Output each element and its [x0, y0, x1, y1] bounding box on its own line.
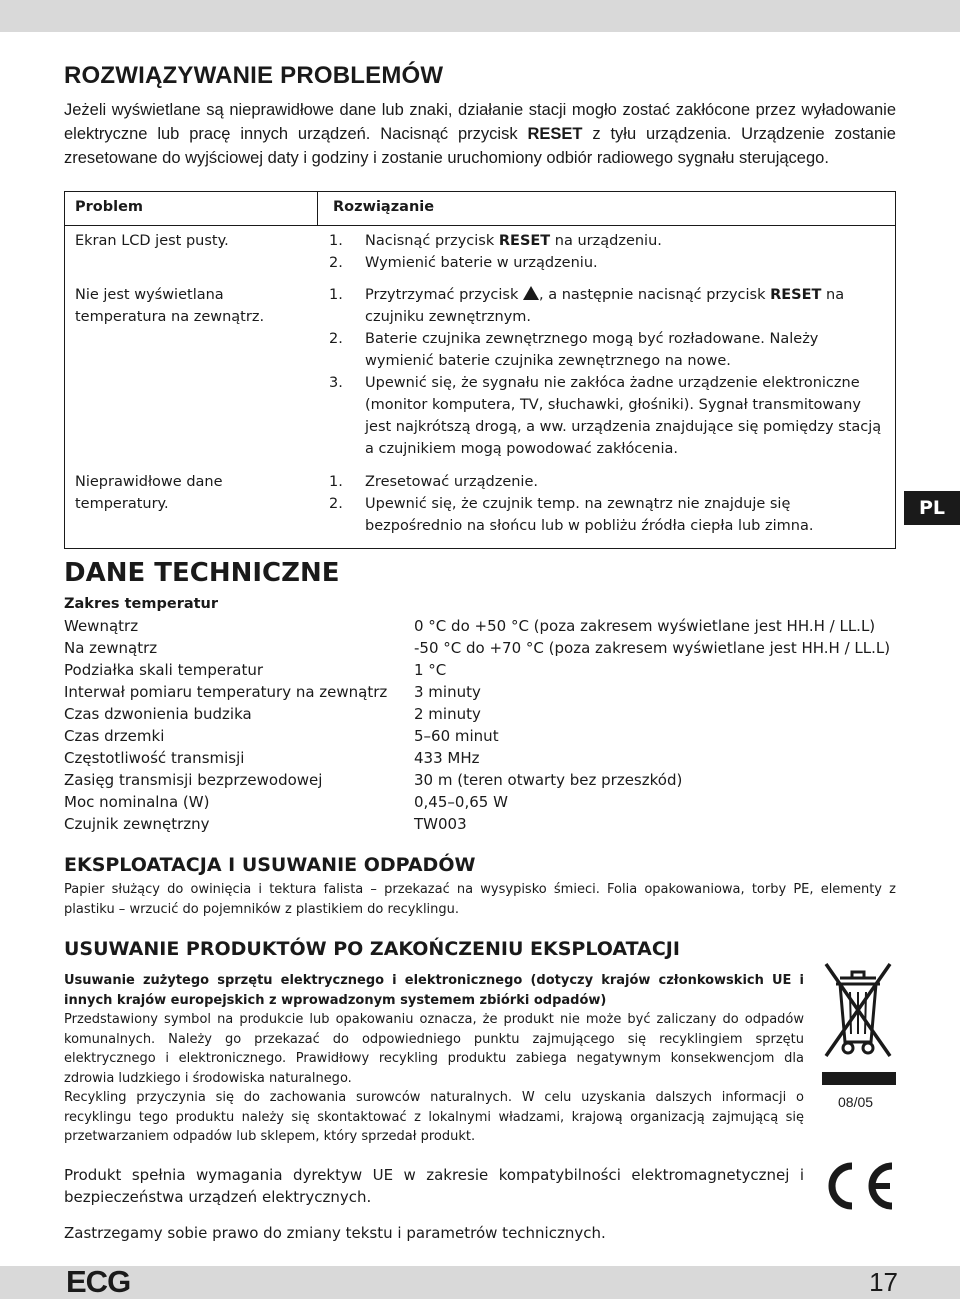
spec-label: Podziałka skali temperatur [64, 661, 264, 679]
solution-list-3 [329, 471, 889, 537]
end-of-life-body [64, 971, 804, 1147]
item-text: Przytrzymać przycisk [365, 287, 523, 303]
spec-value: 1 °C [414, 661, 447, 679]
list-item [329, 252, 889, 274]
specs-subtitle: Zakres temperatur [64, 596, 219, 612]
top-bar [0, 0, 960, 32]
troubleshooting-intro [64, 98, 896, 170]
spec-value: 30 m (teren otwarty bez przeszkód) [414, 771, 683, 789]
column-header-problem: Problem [75, 199, 144, 215]
item-text: Upewnić się, że sygnału nie zakłóca żadne urządzenie elektroniczne (monitor komputera, TV, słuchawki, głośniki). Sygnał transmitowany jest najkrótszą drogą, a ww. urządzenia znajdujące się pomiędzy stacją a czujnikiem mogą powodować zakłócenia. [365, 375, 882, 457]
spec-value: 433 MHz [414, 749, 480, 767]
list-item [329, 372, 889, 460]
troubleshooting-title: ROZWIĄZYWANIE PROBLEMÓW [64, 62, 444, 89]
item-number: 2. [329, 496, 343, 512]
spec-label: Częstotliwość transmisji [64, 749, 245, 767]
problem-no-outdoor-temp: Nie jest wyświetlana temperatura na zewnątrz. [75, 287, 265, 325]
spec-label: Czujnik zewnętrzny [64, 815, 210, 833]
item-number: 3. [329, 375, 343, 391]
item-bold: RESET [770, 287, 822, 303]
weee-bar [822, 1072, 896, 1085]
spec-label: Moc nominalna (W) [64, 793, 210, 811]
troubleshooting-table [64, 191, 896, 549]
spec-label: Czas drzemki [64, 727, 165, 745]
solution-list-2 [329, 284, 889, 460]
up-triangle-icon [523, 286, 539, 300]
page-number: 17 [869, 1267, 898, 1297]
spec-value: 3 minuty [414, 683, 481, 701]
list-item [329, 284, 889, 328]
item-text-end: na urządzeniu. [550, 233, 662, 249]
item-text: Zresetować urządzenie. [365, 474, 538, 490]
list-item [329, 230, 889, 252]
end-of-life-paragraph-2: Recykling przyczynia się do zachowania surowców naturalnych. W celu uzyskania dalszych informacji o recyklingu tego produktu należy się skontaktować z lokalnymi władzami, krajową organizacją zajmującą się przetwarzaniem odpadów lub sklepem, który sprzedał produkt. [64, 1090, 804, 1144]
disposal-title: EKSPLOATACJA I USUWANIE ODPADÓW [64, 854, 476, 876]
item-bold: RESET [498, 233, 551, 249]
spec-label: Na zewnątrz [64, 639, 158, 657]
brand-logo: ECG [66, 1264, 131, 1299]
intro-text-2: z tyłu urządzenia. Urządzenie zostanie zresetowane do wyjściowej daty i godziny i zostanie uruchomiony odbiór radiowego sygnału sterującego. [64, 125, 896, 167]
item-number: 2. [329, 331, 343, 347]
column-header-solution: Rozwiązanie [333, 199, 435, 215]
bottom-bar [0, 1266, 960, 1299]
item-number: 1. [329, 287, 343, 303]
spec-label: Zasięg transmisji bezprzewodowej [64, 771, 323, 789]
intro-text-1: Jeżeli wyświetlane są nieprawidłowe dane lub znaki, działanie stacji mogło zostać zakłócone przez wyładowanie elektryczne lub pracę innych urządzeń. Nacisnąć przycisk [64, 101, 896, 143]
spec-value: 5–60 minut [414, 727, 499, 745]
table-header-divider [317, 191, 318, 225]
end-of-life-paragraph-1: Przedstawiony symbol na produkcie lub opakowaniu oznacza, że produkt nie może być zaliczany do odpadów komunalnych. Należy go przekazać do odpowiedniego punktu zajmującego się recyklingiem sprzętu elektrycznego i elektronicznego. Prawidłowy recykling produktu zabiega negatywnym konsekwencjom dla zdrowia ludzkiego i środowiska naturalnego. [64, 1012, 804, 1086]
list-item [329, 471, 889, 493]
item-number: 2. [329, 255, 343, 271]
end-of-life-title: USUWANIE PRODUKTÓW PO ZAKOŃCZENIU EKSPLOATACJI [64, 938, 680, 960]
item-text: Upewnić się, że czujnik temp. na zewnątrz nie znajduje się bezpośrednio na słońcu lub w pobliżu źródła ciepła lub zimna. [365, 496, 814, 534]
spec-label: Wewnątrz [64, 617, 139, 635]
problem-wrong-temp: Nieprawidłowe dane temperatury. [75, 474, 223, 512]
item-text: Nacisnąć przycisk [365, 233, 499, 249]
spec-value: 2 minuty [414, 705, 481, 723]
list-item [329, 493, 889, 537]
spec-value: 0 °C do +50 °C (poza zakresem wyświetlane jest HH.H / LL.L) [414, 617, 876, 635]
item-text-mid: , a następnie nacisnąć przycisk [539, 287, 771, 303]
intro-reset-label: RESET [527, 125, 583, 143]
spec-label: Czas dzwonienia budzika [64, 705, 252, 723]
item-text: Baterie czujnika zewnętrznego mogą być rozładowane. Należy wymienić baterie czujnika zewnętrznego na nowe. [365, 331, 819, 369]
spec-value: 0,45–0,65 W [414, 793, 508, 811]
spec-value: TW003 [414, 815, 467, 833]
solution-list-1 [329, 230, 889, 274]
reserve-text: Zastrzegamy sobie prawo do zmiany tekstu i parametrów technicznych. [64, 1224, 606, 1242]
spec-value: -50 °C do +70 °C (poza zakresem wyświetlane jest HH.H / LL.L) [414, 639, 891, 657]
item-text: Wymienić baterie w urządzeniu. [365, 255, 598, 271]
weee-crossed-bin-icon [820, 960, 896, 1060]
end-of-life-bold-intro: Usuwanie zużytego sprzętu elektrycznego i elektronicznego (dotyczy krajów członkowskich UE i innych krajów europejskich z wprowadzonym systemem zbiórki odpadów) [64, 973, 804, 1008]
item-number: 1. [329, 474, 343, 490]
ce-mark-icon [820, 1160, 896, 1212]
weee-date: 08/05 [838, 1094, 874, 1110]
item-text-end: na czujniku zewnętrznym. [365, 287, 845, 325]
problem-lcd-blank: Ekran LCD jest pusty. [75, 233, 229, 249]
item-number: 1. [329, 233, 343, 249]
spec-label: Interwał pomiaru temperatury na zewnątrz [64, 683, 388, 701]
table-header-rule [64, 225, 896, 226]
list-item [329, 328, 889, 372]
compliance-text: Produkt spełnia wymagania dyrektyw UE w zakresie kompatybilności elektromagnetycznej i bezpieczeństwa urządzeń elektrycznych. [64, 1166, 804, 1206]
specs-title: DANE TECHNICZNE [64, 558, 340, 588]
language-tab: PL [904, 491, 960, 525]
disposal-text: Papier służący do owinięcia i tektura falista – przekazać na wysypisko śmieci. Folia opakowaniowa, torby PE, elementy z plastiku – wrzucić do pojemników z plastikiem do recyklingu. [64, 882, 896, 917]
